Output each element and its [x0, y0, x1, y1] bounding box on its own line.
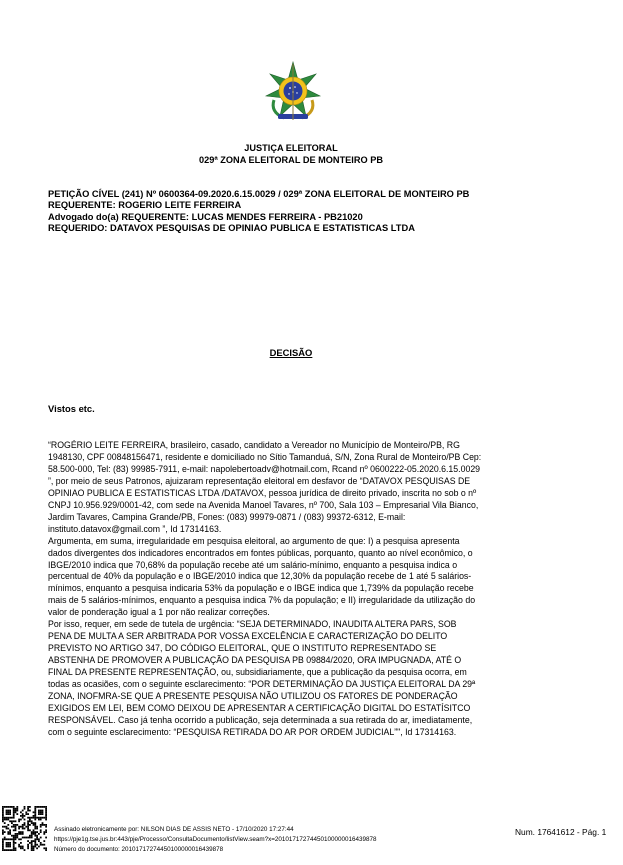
body-line: PREVISTO NO ARTIGO 347, DO CÓDIGO ELEITORAL, QUE O INSTITUTO REPRESENTADO SE [48, 643, 437, 654]
body-line: RESPONSÁVEL. Caso já tenha ocorrido a publicação, seja determinada a sua retirada do ar, imediatamente, [48, 714, 473, 725]
advogado: Advogado do(a) REQUERENTE: LUCAS MENDES FERREIRA - PB21020 [48, 211, 363, 222]
body-line: CNPJ 10.956.929/0001-42, com sede na Avenida Manoel Tavares, nº 700, Sala 103 – Empresarial Vila Bianco, [48, 499, 479, 510]
brazil-coat-of-arms-icon [262, 60, 324, 122]
body-line: ABSTENHA DE PROMOVER A PUBLICAÇÃO DA PESQUISA PB 09884/2020, ORA IMPUGNADA, ATÉ O [48, 655, 462, 666]
body-line: PENA DE MULTA A SER ARBITRADA POR VOSSA EXCELÊNCIA E CARACTERIZAÇÃO DO DELITO [48, 631, 448, 642]
body-line: ”, por meio de seus Patronos, ajuizaram representação eleitoral em desfavor de “DATAVOX PESQUISAS DE [48, 475, 471, 486]
body-line: mais de 5 salários-mínimos, enquanto a pesquisa indica 7% da população; e II) irregularidade da utilização do [48, 595, 476, 606]
body-line: todas as ocasiões, com o seguinte esclarecimento: “POR DETERMINAÇÃO DA JUSTIÇA ELEITORAL DA 29ª [48, 679, 476, 690]
body-line: valor de ponderação igual a 1 por não realizar correções. [48, 607, 270, 618]
qr-code-icon [2, 801, 47, 856]
body-line: Por isso, requer, em sede de tutela de urgência: “SEJA DETERMINADO, INAUDITA ALTERA PARS, SOB [48, 619, 457, 630]
body-line: mínimos, enquanto a pesquisa indicaria 53% da população e o IBGE indica que 1,739% da população recebe [48, 583, 474, 594]
case-header [48, 189, 588, 234]
body-line: EXIGIDOS EM LEI, BEM COMO DEIXOU DE APRESENTAR A CERTIFICAÇÃO DIGITAL DO ESTATÍSITCO [48, 702, 471, 713]
body-line: dados divergentes dos indicadores encontrados em fontes públicas, porquanto, quanto ao nível econômico, o [48, 547, 473, 558]
signature-info [54, 825, 376, 855]
body-line: 58.500-000, Tel: (83) 99985-7911, e-mail: napolebertoadv@hotmail.com, Rcand nº 0600222-05.2020.6.15.0029 [48, 463, 481, 474]
decision-body [48, 440, 588, 739]
body-line: IBGE/2010 indica que 70,68% da população recebe até um salário-mínimo, enquanto a pesquisa indica o [48, 559, 458, 570]
document-number: Número do documento: 20101717274450100000016439878 [54, 846, 224, 853]
requerido: REQUERIDO: DATAVOX PESQUISAS DE OPINIAO PUBLICA E ESTATISTICAS LTDA [48, 222, 415, 233]
body-line: com o seguinte esclarecimento: “PESQUISA RETIRADA DO AR POR ORDEM JUDICIAL”", Id 17314163. [48, 726, 457, 737]
body-line: OPINIAO PUBLICA E ESTATISTICAS LTDA /DATAVOX, pessoa jurídica de direito privado, inscrita no sob o nº [48, 487, 477, 498]
body-line: ZONA, INOFMRA-SE QUE A PRESENTE PESQUISA NÃO UTILIZOU OS FATORES DE PONDERAÇÃO [48, 691, 458, 702]
page-info: Num. 17641612 - Pág. 1 [515, 827, 607, 837]
body-line: percentual de 40% da população e o IBGE/2010 indica que 12,30% da população recebe de 1 até 5 salários- [48, 571, 472, 582]
body-line: FINAL DA PRESENTE REPRESENTAÇÃO, ou, subsidiariamente, que a publicação da pesquisa ocorra, em [48, 667, 467, 678]
body-line: “ROGÉRIO LEITE FERREIRA, brasileiro, casado, candidato a Vereador no Município de Monteiro/PB, RG [48, 440, 460, 450]
vistos-heading: Vistos etc. [48, 403, 95, 414]
petition-number: PETIÇÃO CÍVEL (241) Nº 0600364-09.2020.6.15.0029 / 029ª ZONA ELEITORAL DE MONTEIRO PB [48, 189, 470, 199]
body-line: Argumenta, em suma, irregularidade em pesquisa eleitoral, ao argumento de que: I) a pesquisa apresenta [48, 535, 460, 546]
court-name: JUSTIÇA ELEITORAL [244, 143, 338, 153]
electoral-zone: 029ª ZONA ELEITORAL DE MONTEIRO PB [199, 155, 383, 165]
decision-title: DECISÃO [269, 347, 313, 358]
body-line: 1948130, CPF 00848156471, residente e domiciliado no Sítio Tamanduá, S/N, Zona Rural de Monteiro/PB Cep: [48, 451, 482, 462]
requerente: REQUERENTE: ROGERIO LEITE FERREIRA [48, 200, 242, 211]
body-line: Jardim Tavares, Campina Grande/PB, Fones: (083) 99979-0871 / (083) 99372-6312, E-mail: [48, 511, 406, 522]
document-url[interactable]: https://pje1g.tse.jus.br:443/pje/Processo/ConsultaDocumento/listView.seam?x=20101717274450100000016439878 [54, 836, 377, 843]
body-line: instituto.datavox@gmail.com ”, Id 17314163. [48, 523, 222, 534]
signed-by: Assinado eletronicamente por: NILSON DIAS DE ASSIS NETO - 17/10/2020 17:27:44 [54, 826, 294, 833]
